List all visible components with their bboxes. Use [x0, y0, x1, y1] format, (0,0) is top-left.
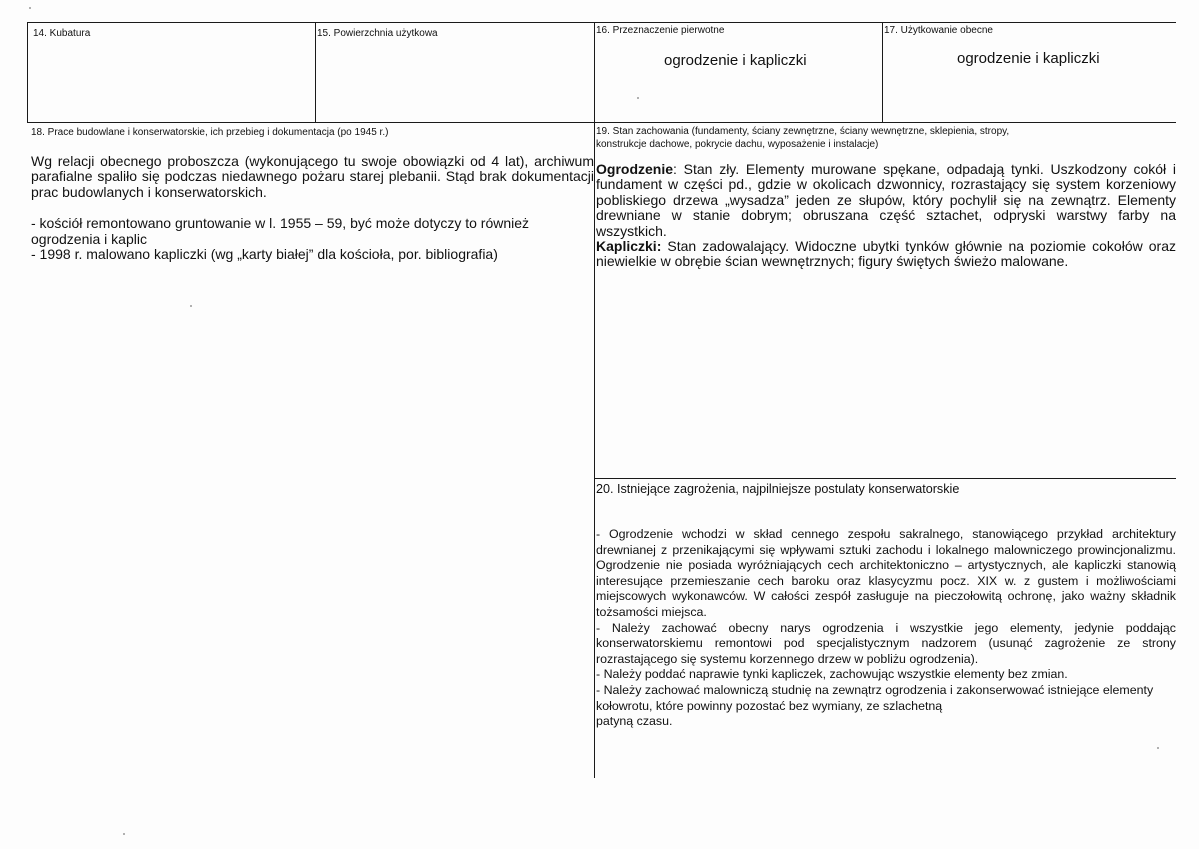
field20-p1: - Ogrodzenie wchodzi w skład cennego zespołu sakralnego, stanowiącego przykład architektury drewnianej z przenikającymi się wpływami sztuki zachodu i lokalnego malowniczego prowincjonalizmu. Ogrodzenie nie posiada wyróżniających cech architektoniczno – artystycznych, ale kapliczki stanowią interesujące przemieszanie cech baroku oraz klasycyzmu pocz. XIX w. z gustem i możliwościami miejscowych wykonawców. W całości zespół zasługuje na pieczołowitą ochronę, jako ważny składnik tożsamości miejsca. [596, 527, 1176, 619]
divider-18-19 [594, 122, 595, 778]
field20-p2: - Należy zachować obecny narys ogrodzenia i wszystkie jego elementy, jedynie poddając konserwatorskiemu remontowi pod specjalistycznym nadzorem (usunąć zagrożenie ze strony rozrastającego się systemu korzennego drzew w pobliżu ogrodzenia). [596, 620, 1176, 666]
field19-kapliczki-text: Stan zadowalający. Widoczne ubytki tynków głównie na poziomie cokołów oraz niewielkie w obrębie ścian wewnętrznych; figury świętych świeżo malowane. [596, 238, 1176, 270]
field14-label: 14. Kubatura [33, 28, 91, 39]
field18-intro: Wg relacji obecnego proboszcza (wykonującego tu swoje obowiązki od 4 lat), archiwum parafialne spaliło się podczas niedawnego pożaru starej plebanii. Stąd brak dokumentacji prac budowlanych i konserwatorskich. [31, 153, 594, 200]
field18-label: 18. Prace budowlane i konserwatorskie, ich przebieg i dokumentacja (po 1945 r.) [31, 127, 389, 138]
field19-kapliczki [596, 239, 1176, 270]
field19-label-line2: konstrukcje dachowe, pokrycie dachu, wyposażenie i instalacje) [596, 139, 879, 150]
field17-label: 17. Użytkowanie obecne [884, 25, 993, 36]
field19-content [596, 162, 1176, 270]
field18-content [31, 154, 594, 262]
field19-ogrodzenie [596, 162, 1176, 239]
scan-speck [637, 97, 639, 99]
field19-ogrodzenie-text: : Stan zły. Elementy murowane spękane, odpadają tynki. Uszkodzony cokół i fundament w części pd., gdzie w okolicach dzwonnicy, rozrastający się system korzeniowy pobliskiego drzewa „wysadza” jeden ze słupów, który pochylił się na zewnątrz. Elementy drewniane w stanie dobrym; obruszana część sztachet, odpryski warstwy farby na wszystkich. [596, 161, 1176, 239]
field18-item2: - 1998 r. malowano kapliczki (wg „karty białej” dla kościoła, por. bibliografia) [31, 246, 498, 263]
field20-label: 20. Istniejące zagrożenia, najpilniejsze postulaty konserwatorskie [596, 482, 960, 496]
field20-content [596, 527, 1176, 730]
scan-speck [29, 7, 31, 9]
field16-value: ogrodzenie i kapliczki [664, 52, 807, 69]
field19-label-line1: 19. Stan zachowania (fundamenty, ściany zewnętrzne, ściany wewnętrzne, sklepienia, stropy, [596, 126, 1010, 137]
field19-kapliczki-heading: Kapliczki: [596, 238, 662, 255]
row1-bottom-rule [27, 122, 1176, 123]
field15-label: 15. Powierzchnia użytkowa [317, 28, 438, 39]
field18-spacer [31, 200, 594, 216]
scan-speck [1157, 747, 1159, 749]
field20-p3: - Należy poddać naprawie tynki kapliczek, zachowując wszystkie elementy bez zmian. [596, 667, 1068, 682]
field20-top-rule [594, 478, 1176, 479]
divider-14-15 [315, 22, 316, 123]
field19-ogrodzenie-heading: Ogrodzenie [596, 161, 674, 177]
field17-value: ogrodzenie i kapliczki [957, 50, 1100, 67]
divider-15-16 [594, 22, 595, 123]
field20-p4-line2: patyną czasu. [596, 714, 673, 729]
field16-label: 16. Przeznaczenie pierwotne [596, 25, 725, 36]
divider-16-17 [882, 22, 883, 123]
field20-p4-line1: - Należy zachować malowniczą studnię na zewnątrz ogrodzenia i zakonserwować istniejące elementy kołowrotu, które powinny pozostać bez wymiany, ze szlachetną [596, 682, 1154, 713]
top-rule [27, 22, 1176, 23]
field18-item1: - kościół remontowano gruntowanie w l. 1955 – 59, być może dotyczy to również ogrodzenia i kaplic [31, 215, 530, 247]
left-border [27, 22, 28, 123]
scan-speck [190, 305, 192, 307]
scan-speck [123, 833, 125, 835]
